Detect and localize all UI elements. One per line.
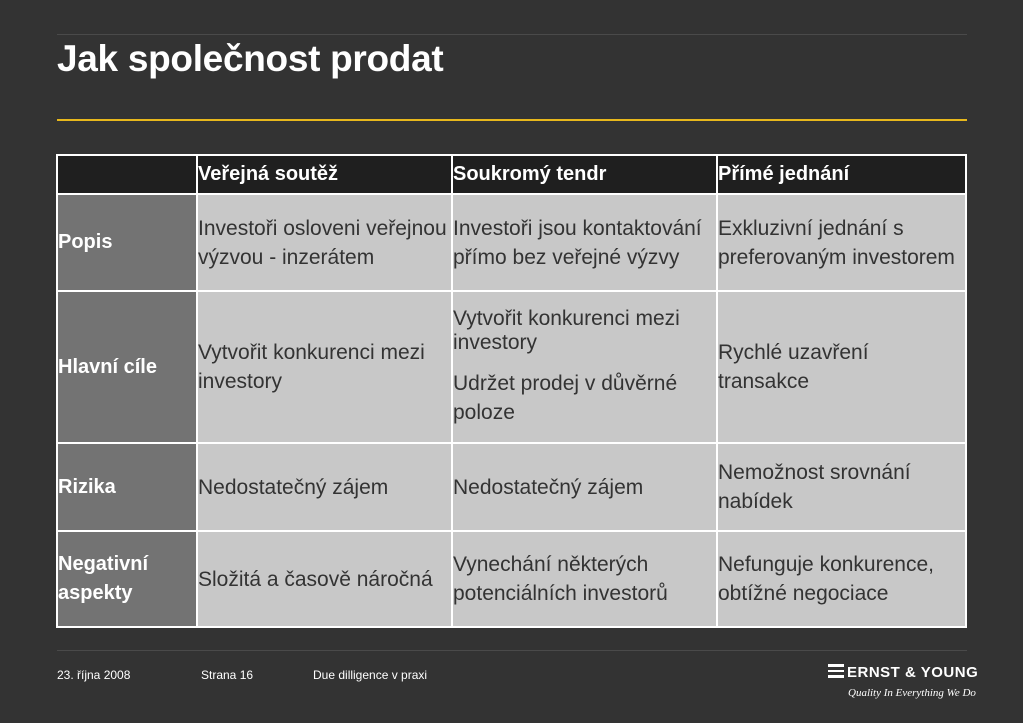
slide-title: Jak společnost prodat — [57, 38, 444, 79]
row-header: Rizika — [57, 443, 197, 531]
cell-text: Exkluzivní jednání s preferovaným investorem — [718, 216, 955, 269]
cell-text: Rychlé uzavření transakce — [718, 341, 869, 393]
cell-text: Nefunguje konkurence, obtížné negociace — [718, 553, 934, 605]
row-header: Hlavní cíle — [57, 291, 197, 443]
cell-text: Nedostatečný zájem — [198, 475, 389, 499]
row-header: Negativní aspekty — [57, 531, 197, 627]
table-cell — [717, 291, 966, 443]
footer-topic: Due dilligence v praxi — [313, 668, 428, 682]
column-header: Veřejná soutěž — [197, 155, 452, 194]
table-cell — [197, 443, 452, 531]
title-underline — [57, 119, 967, 121]
footer-date: 23. října 2008 — [57, 668, 131, 682]
table-cell — [717, 443, 966, 531]
cell-text: Investoři osloveni veřejnou výzvou - inzerátem — [198, 216, 447, 269]
table-cell — [452, 291, 717, 443]
column-header: Přímé jednání — [717, 155, 966, 194]
table-header-row — [57, 155, 966, 194]
table-cell — [197, 194, 452, 291]
footer-page-number: Strana 16 — [201, 668, 254, 682]
cell-text: Nemožnost srovnání nabídek — [718, 461, 911, 513]
table-row — [57, 443, 966, 531]
logo-tagline: Quality In Everything We Do — [848, 687, 976, 699]
column-header: Soukromý tendr — [452, 155, 717, 194]
table-cell — [197, 291, 452, 443]
cell-text: Vytvořit konkurenci mezi investory — [198, 341, 425, 393]
table-row — [57, 194, 966, 291]
table-row — [57, 531, 966, 627]
cell-text: Složitá a časově náročná — [198, 567, 433, 591]
table-cell — [717, 531, 966, 627]
cell-text: Vytvořit konkurenci mezi investory — [453, 307, 680, 354]
table-cell — [717, 194, 966, 291]
table-corner-cell — [57, 155, 197, 194]
footer-divider — [57, 650, 967, 651]
cell-text: Vynechání některých potenciálních investorů — [453, 553, 668, 605]
cell-text: Nedostatečný zájem — [453, 475, 644, 499]
cell-text: Udržet prodej v důvěrné poloze — [453, 372, 678, 424]
table-cell — [452, 194, 717, 291]
table-row — [57, 291, 966, 443]
cell-text: Investoři jsou kontaktování přímo bez veřejné výzvy — [453, 216, 702, 269]
logo-name: ERNST & YOUNG — [847, 664, 979, 681]
table-cell — [452, 443, 717, 531]
table-cell — [197, 531, 452, 627]
top-divider — [57, 34, 967, 35]
company-logo — [828, 664, 979, 699]
table-cell — [452, 531, 717, 627]
comparison-table — [56, 154, 967, 628]
logo-icon — [828, 664, 844, 678]
row-header: Popis — [57, 194, 197, 291]
